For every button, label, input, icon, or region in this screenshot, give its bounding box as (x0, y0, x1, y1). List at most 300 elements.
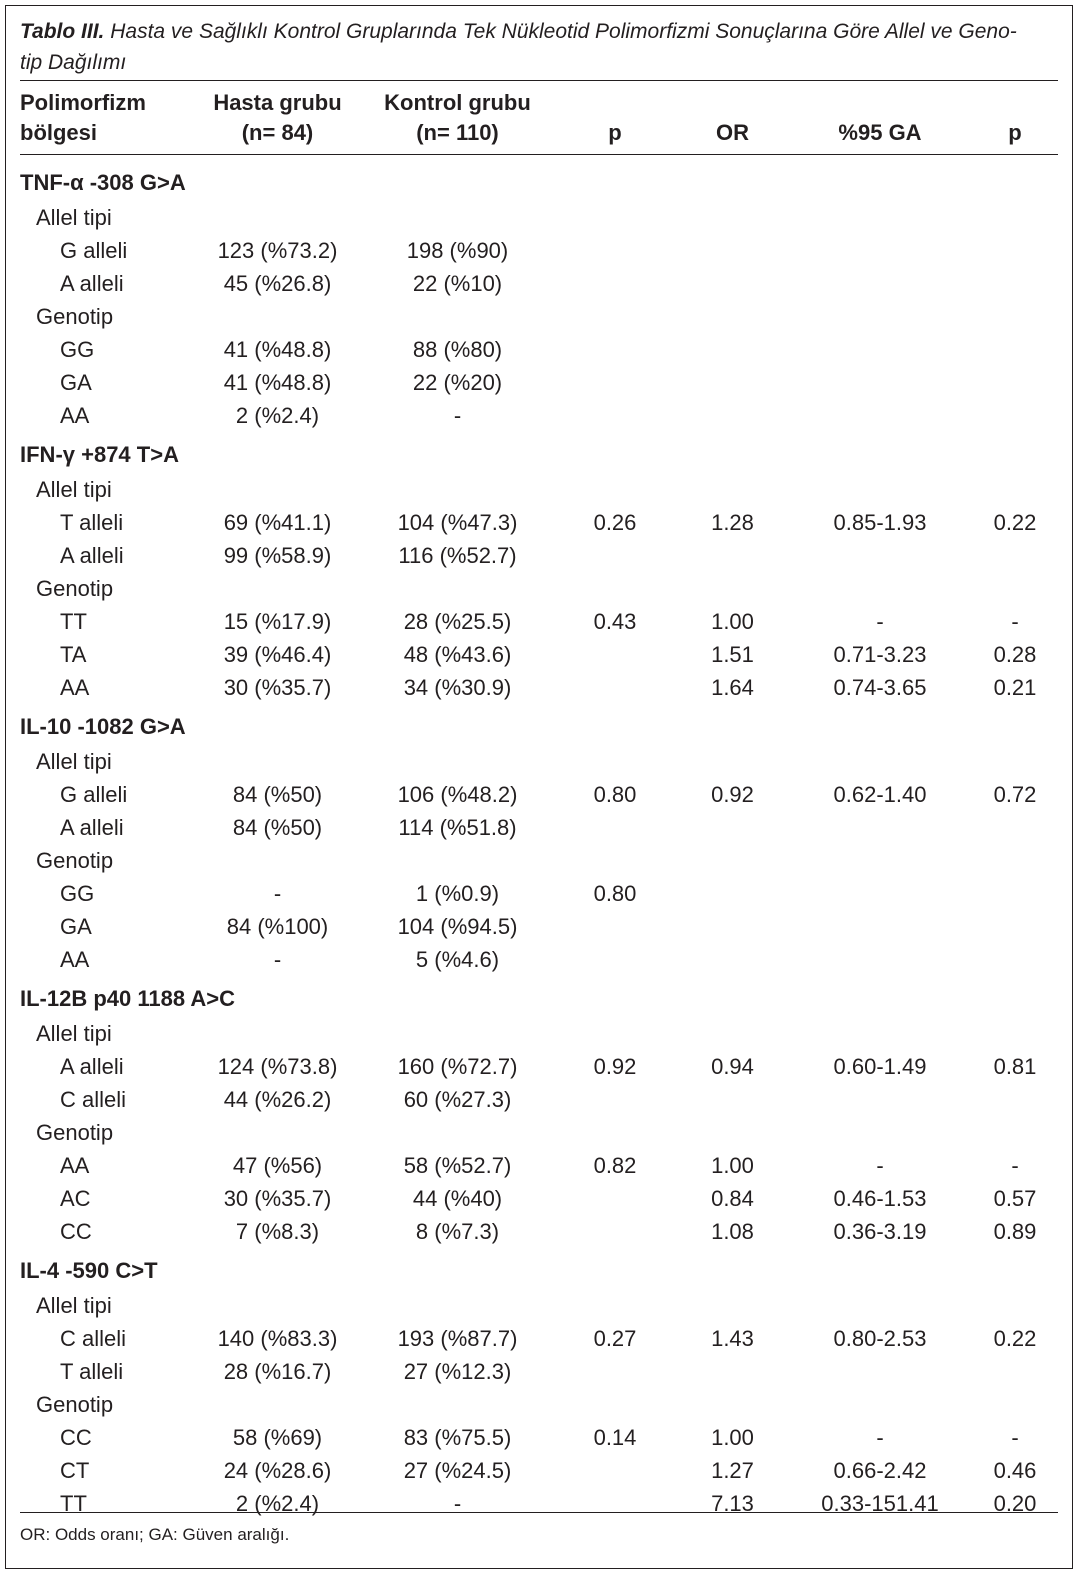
cell-p2 (970, 1388, 1060, 1421)
cell-or: 1.27 (711, 1458, 754, 1483)
cell-label: CC (60, 1219, 92, 1244)
cell-control: 58 (%52.7) (403, 1153, 512, 1178)
cell-label: G alleli (60, 238, 128, 263)
cell-patient: 15 (%17.9) (223, 609, 332, 634)
cell-label: GA (60, 914, 92, 939)
cell-p2: 0.81 (993, 1054, 1037, 1079)
cell-label: TT (60, 609, 87, 634)
cell-patient: 44 (%26.2) (223, 1087, 332, 1112)
group-row (20, 745, 1060, 778)
cell-p2 (970, 399, 1060, 432)
header-p-value: p (608, 120, 622, 145)
cell-label: AA (60, 675, 90, 700)
header-odds-ratio: OR (716, 120, 749, 145)
cell-p2: 0.57 (993, 1186, 1037, 1211)
cell-p2 (970, 811, 1060, 844)
table-body (20, 164, 1060, 1520)
caption-text-line2: tip Dağılımı (20, 51, 127, 74)
header-patient-group: Hasta grubu (n= 84) (213, 90, 342, 145)
footnote: OR: Odds oranı; GA: Güven aralığı. (20, 1525, 290, 1544)
cell-control (360, 1248, 555, 1289)
cell-patient (195, 1289, 360, 1322)
cell-label: Allel tipi (36, 749, 112, 774)
cell-p (555, 1248, 675, 1289)
cell-patient (195, 473, 360, 506)
cell-p (555, 1289, 675, 1322)
cell-or (675, 1116, 790, 1149)
table-row (20, 638, 1060, 671)
cell-control (360, 1017, 555, 1050)
cell-ci (790, 1248, 970, 1289)
cell-ci: 0.74-3.65 (833, 675, 927, 700)
cell-patient: - (273, 881, 282, 906)
cell-p2 (970, 267, 1060, 300)
cell-control (360, 300, 555, 333)
cell-label: IL-4 -590 C>T (20, 1258, 158, 1283)
cell-patient: 124 (%73.8) (217, 1054, 338, 1079)
cell-p2: 0.72 (993, 782, 1037, 807)
cell-ci (790, 811, 970, 844)
table-row (20, 811, 1060, 844)
cell-p2 (970, 300, 1060, 333)
table-row (20, 399, 1060, 432)
cell-p (555, 539, 675, 572)
cell-p (555, 164, 675, 201)
cell-patient: 84 (%50) (232, 815, 323, 840)
cell-ci: 0.66-2.42 (833, 1458, 927, 1483)
cell-ci: 0.46-1.53 (833, 1186, 927, 1211)
cell-or: 1.00 (711, 609, 754, 634)
cell-p2 (970, 539, 1060, 572)
cell-ci (790, 333, 970, 366)
cell-ci (790, 745, 970, 778)
cell-or (675, 1388, 790, 1421)
cell-or (675, 976, 790, 1017)
cell-patient (195, 745, 360, 778)
cell-ci (790, 943, 970, 976)
cell-control: 60 (%27.3) (403, 1087, 512, 1112)
cell-patient (195, 572, 360, 605)
data-table (20, 164, 1060, 1520)
table-row (20, 1050, 1060, 1083)
cell-patient: 140 (%83.3) (217, 1326, 338, 1351)
cell-patient: 45 (%26.8) (223, 271, 332, 296)
cell-p: 0.80 (593, 881, 637, 906)
cell-label: TNF-α -308 G>A (20, 170, 186, 195)
table-row (20, 234, 1060, 267)
cell-or: 1.64 (711, 675, 754, 700)
cell-p (555, 1215, 675, 1248)
cell-ci (790, 877, 970, 910)
cell-label: AA (60, 1153, 90, 1178)
cell-or (675, 1017, 790, 1050)
cell-control: 27 (%24.5) (403, 1458, 512, 1483)
cell-label: IL-12B p40 1188 A>C (20, 986, 236, 1011)
cell-p (555, 745, 675, 778)
cell-ci: 0.80-2.53 (833, 1326, 927, 1351)
cell-control: 34 (%30.9) (403, 675, 512, 700)
group-row (20, 1017, 1060, 1050)
group-row (20, 572, 1060, 605)
table-row (20, 1322, 1060, 1355)
cell-control: 88 (%80) (412, 337, 503, 362)
cell-patient (195, 1388, 360, 1421)
table-row (20, 910, 1060, 943)
cell-or (675, 333, 790, 366)
cell-or: 1.43 (711, 1326, 754, 1351)
cell-ci (790, 399, 970, 432)
cell-p2 (970, 877, 1060, 910)
cell-p: 0.14 (593, 1425, 637, 1450)
cell-ci (790, 976, 970, 1017)
cell-p (555, 432, 675, 473)
cell-patient (195, 432, 360, 473)
cell-label: C alleli (60, 1087, 127, 1112)
cell-patient (195, 164, 360, 201)
cell-p (555, 201, 675, 234)
table-caption (20, 16, 1060, 78)
cell-label: IFN-γ +874 T>A (20, 442, 179, 467)
top-rule (20, 80, 1058, 81)
cell-ci (790, 704, 970, 745)
cell-patient: 2 (%2.4) (235, 1491, 320, 1516)
cell-patient: 7 (%8.3) (235, 1219, 320, 1244)
cell-ci: 0.62-1.40 (833, 782, 927, 807)
cell-control (360, 572, 555, 605)
cell-label: GG (60, 337, 95, 362)
cell-or: 0.94 (711, 1054, 754, 1079)
cell-p: 0.26 (593, 510, 637, 535)
cell-p2: 0.20 (993, 1491, 1037, 1516)
group-row (20, 844, 1060, 877)
cell-or (675, 201, 790, 234)
cell-p2 (970, 234, 1060, 267)
cell-p (555, 572, 675, 605)
cell-or (675, 1355, 790, 1388)
cell-p2: - (1011, 1425, 1019, 1450)
cell-label: Allel tipi (36, 1293, 112, 1318)
cell-p (555, 300, 675, 333)
cell-p2 (970, 432, 1060, 473)
cell-ci: 0.85-1.93 (833, 510, 927, 535)
cell-p (555, 943, 675, 976)
cell-p2 (970, 943, 1060, 976)
cell-control: 22 (%10) (412, 271, 503, 296)
cell-label: A alleli (60, 1054, 124, 1079)
cell-p (555, 1487, 675, 1520)
cell-label: T alleli (60, 510, 124, 535)
cell-p (555, 671, 675, 704)
cell-p2 (970, 1017, 1060, 1050)
cell-p (555, 366, 675, 399)
cell-control: 28 (%25.5) (403, 609, 512, 634)
cell-patient (195, 1248, 360, 1289)
cell-patient (195, 844, 360, 877)
cell-control: 8 (%7.3) (415, 1219, 500, 1244)
table-row (20, 539, 1060, 572)
cell-p (555, 1083, 675, 1116)
table-row (20, 1215, 1060, 1248)
cell-or (675, 877, 790, 910)
cell-ci (790, 473, 970, 506)
cell-p (555, 976, 675, 1017)
cell-control: 104 (%47.3) (397, 510, 518, 535)
cell-control (360, 473, 555, 506)
cell-patient: 123 (%73.2) (217, 238, 338, 263)
table-row (20, 778, 1060, 811)
cell-ci (790, 572, 970, 605)
cell-patient: 84 (%50) (232, 782, 323, 807)
cell-control (360, 844, 555, 877)
cell-label: A alleli (60, 815, 124, 840)
cell-patient: 41 (%48.8) (223, 370, 332, 395)
cell-control: 27 (%12.3) (403, 1359, 512, 1384)
table-row (20, 1083, 1060, 1116)
cell-p (555, 234, 675, 267)
cell-ci (790, 539, 970, 572)
cell-p2 (970, 201, 1060, 234)
header-confidence-interval: %95 GA (838, 120, 922, 145)
header-rule (20, 154, 1058, 155)
cell-or (675, 399, 790, 432)
cell-or (675, 300, 790, 333)
cell-ci (790, 1116, 970, 1149)
table-row (20, 1355, 1060, 1388)
cell-p2 (970, 1116, 1060, 1149)
cell-control (360, 745, 555, 778)
cell-or: 1.00 (711, 1153, 754, 1178)
cell-label: GA (60, 370, 92, 395)
group-row (20, 1289, 1060, 1322)
cell-label: CC (60, 1425, 92, 1450)
cell-p (555, 910, 675, 943)
cell-control (360, 164, 555, 201)
polymorphism-row (20, 164, 1060, 201)
cell-control (360, 1289, 555, 1322)
cell-control: - (453, 1491, 462, 1516)
cell-label: GG (60, 881, 95, 906)
header-control-group: Kontrol grubu (n= 110) (384, 90, 531, 145)
cell-or (675, 910, 790, 943)
cell-ci: 0.60-1.49 (833, 1054, 927, 1079)
cell-p (555, 399, 675, 432)
cell-p2 (970, 976, 1060, 1017)
cell-label: AA (60, 947, 90, 972)
cell-ci: - (876, 1153, 884, 1178)
cell-p: 0.82 (593, 1153, 637, 1178)
cell-or (675, 267, 790, 300)
cell-label: TT (60, 1491, 87, 1516)
cell-patient: 69 (%41.1) (223, 510, 332, 535)
cell-control (360, 1388, 555, 1421)
cell-patient: 39 (%46.4) (223, 642, 332, 667)
cell-p (555, 333, 675, 366)
table-row (20, 1149, 1060, 1182)
cell-ci: - (876, 1425, 884, 1450)
cell-p2: 0.21 (993, 675, 1037, 700)
cell-patient: 28 (%16.7) (223, 1359, 332, 1384)
group-row (20, 1388, 1060, 1421)
cell-label: CT (60, 1458, 90, 1483)
cell-control: - (453, 403, 462, 428)
cell-control: 114 (%51.8) (398, 815, 517, 840)
cell-ci (790, 234, 970, 267)
cell-patient: 30 (%35.7) (223, 675, 332, 700)
cell-or: 1.28 (711, 510, 754, 535)
cell-p2 (970, 333, 1060, 366)
cell-label: AC (60, 1186, 91, 1211)
cell-or (675, 1083, 790, 1116)
cell-control: 106 (%48.2) (397, 782, 518, 807)
cell-label: TA (60, 642, 87, 667)
cell-label: A alleli (60, 271, 124, 296)
cell-patient: 47 (%56) (232, 1153, 323, 1178)
cell-p2 (970, 473, 1060, 506)
cell-patient: 41 (%48.8) (223, 337, 332, 362)
cell-control (360, 704, 555, 745)
cell-ci: 0.36-3.19 (833, 1219, 927, 1244)
cell-p2: - (1011, 609, 1019, 634)
cell-or: 0.84 (711, 1186, 754, 1211)
cell-or: 1.08 (711, 1219, 754, 1244)
cell-control (360, 1116, 555, 1149)
cell-or (675, 473, 790, 506)
cell-ci: 0.33-151.41 (821, 1491, 939, 1516)
cell-control: 104 (%94.5) (397, 914, 518, 939)
cell-ci (790, 844, 970, 877)
cell-label: Allel tipi (36, 477, 112, 502)
cell-p2 (970, 1248, 1060, 1289)
cell-p2: 0.22 (993, 510, 1037, 535)
cell-p2: 0.89 (993, 1219, 1037, 1244)
bottom-rule (20, 1512, 1058, 1513)
cell-or (675, 366, 790, 399)
caption-text: Hasta ve Sağlıklı Kontrol Gruplarında Tek Nükleotid Polimorfizmi Sonuçlarına Göre Allel ve Geno- (110, 20, 1017, 43)
cell-control: 5 (%4.6) (415, 947, 500, 972)
cell-label: Allel tipi (36, 205, 112, 230)
cell-control: 116 (%52.7) (398, 543, 517, 568)
cell-control (360, 976, 555, 1017)
cell-p (555, 811, 675, 844)
cell-control: 198 (%90) (406, 238, 509, 263)
cell-p: 0.43 (593, 609, 637, 634)
cell-p2 (970, 572, 1060, 605)
cell-p (555, 473, 675, 506)
cell-ci: 0.71-3.23 (833, 642, 927, 667)
cell-patient: 58 (%69) (232, 1425, 323, 1450)
cell-or (675, 745, 790, 778)
cell-p2 (970, 704, 1060, 745)
cell-p (555, 1355, 675, 1388)
cell-control: 83 (%75.5) (403, 1425, 512, 1450)
cell-ci (790, 267, 970, 300)
cell-ci (790, 201, 970, 234)
cell-ci (790, 1388, 970, 1421)
cell-p (555, 1182, 675, 1215)
cell-p2 (970, 1355, 1060, 1388)
cell-or: 7.13 (711, 1491, 754, 1516)
cell-or (675, 844, 790, 877)
table-row (20, 1182, 1060, 1215)
cell-p2: 0.46 (993, 1458, 1037, 1483)
cell-ci (790, 1017, 970, 1050)
cell-label: Allel tipi (36, 1021, 112, 1046)
cell-patient: 24 (%28.6) (223, 1458, 332, 1483)
table-row (20, 506, 1060, 539)
cell-p (555, 267, 675, 300)
table-row (20, 366, 1060, 399)
cell-ci (790, 366, 970, 399)
cell-patient: 30 (%35.7) (223, 1186, 332, 1211)
cell-label: Genotip (36, 304, 114, 329)
table-row (20, 877, 1060, 910)
cell-control: 48 (%43.6) (403, 642, 512, 667)
cell-patient: 84 (%100) (226, 914, 329, 939)
cell-control (360, 201, 555, 234)
cell-p (555, 1116, 675, 1149)
cell-or (675, 234, 790, 267)
cell-or: 1.51 (711, 642, 754, 667)
cell-control: 160 (%72.7) (397, 1054, 518, 1079)
cell-label: AA (60, 403, 90, 428)
cell-ci (790, 910, 970, 943)
cell-patient: 99 (%58.9) (223, 543, 332, 568)
table-row (20, 267, 1060, 300)
cell-ci (790, 432, 970, 473)
cell-patient (195, 1116, 360, 1149)
cell-control (360, 432, 555, 473)
cell-p (555, 638, 675, 671)
cell-p2: - (1011, 1153, 1019, 1178)
cell-patient: 2 (%2.4) (235, 403, 320, 428)
cell-ci: - (876, 609, 884, 634)
header-p-value-2: p (1008, 120, 1022, 145)
cell-p (555, 704, 675, 745)
cell-p: 0.27 (593, 1326, 637, 1351)
table-frame (5, 5, 1073, 1569)
cell-patient (195, 201, 360, 234)
cell-or (675, 943, 790, 976)
cell-control: 22 (%20) (412, 370, 503, 395)
cell-p (555, 1388, 675, 1421)
cell-p2 (970, 844, 1060, 877)
cell-label: Genotip (36, 1120, 114, 1145)
cell-control: 44 (%40) (412, 1186, 503, 1211)
table-row (20, 1454, 1060, 1487)
cell-ci (790, 1355, 970, 1388)
cell-or: 1.00 (711, 1425, 754, 1450)
cell-p2 (970, 1083, 1060, 1116)
cell-patient: - (273, 947, 282, 972)
cell-ci (790, 1083, 970, 1116)
cell-label: G alleli (60, 782, 128, 807)
table-row (20, 333, 1060, 366)
cell-or: 0.92 (711, 782, 754, 807)
cell-p (555, 1454, 675, 1487)
table-row (20, 605, 1060, 638)
cell-p (555, 844, 675, 877)
cell-p2 (970, 164, 1060, 201)
cell-ci (790, 164, 970, 201)
cell-p2: 0.28 (993, 642, 1037, 667)
cell-ci (790, 1289, 970, 1322)
cell-control: 1 (%0.9) (415, 881, 500, 906)
table-row (20, 943, 1060, 976)
cell-label: Genotip (36, 1392, 114, 1417)
group-row (20, 473, 1060, 506)
table-row (20, 671, 1060, 704)
group-row (20, 300, 1060, 333)
